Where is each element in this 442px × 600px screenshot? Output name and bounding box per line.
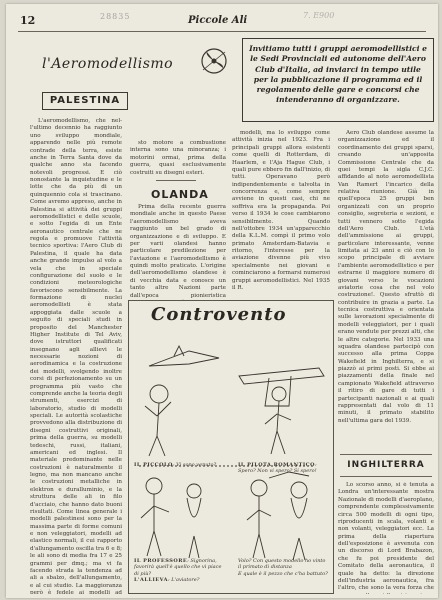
section-heading-olanda: OLANDA [151,188,209,201]
cartoon-caption-3: IL PROFESSORE: Signorina, favorirà quell'è quello che vi piace di più? L'ALLIEVA: L'aviatore? [134,558,222,583]
propeller-badge-icon [199,46,229,76]
archive-stamp: 28835 [100,12,131,21]
column-4-inghilterra: Lo scorso anno, si è tenuta a Londra un'interessante mostra Nazionale di modelli d'aeroplano, comprendente complessivamente circa 500 modelli di ogni tipo, riproducenti in scala, volanti e non volanti, veleggiatori ecc. La prima della riapertura dell'esposizione è avvenuta con un discorso di Lord Brabazon, che fu poi presidente del Comitato della aeronautica, il quale ha detto: la direzione dell'industria aeronautica, fra l'altro, che sono la vera forza che [338,482,434,592]
cartoon-illustration [119,306,335,594]
divider [156,180,196,181]
divider [340,476,432,477]
handwritten-note: 7. E900 [303,11,335,20]
cartoon-caption-1: IL PICCOLO: Vi sono venuto? [134,462,217,468]
divider [340,454,432,455]
page-number: 12 [20,14,36,27]
magazine-title: Piccole Ali [188,15,248,26]
column-palestina: L'aeromodellismo, che nel-l'ultimo decennio ha raggiunto uno sviluppo mondiale, apparendo nelle più remote contrade della terra, esiste anche in Terra Santa dove da qualche anno sta facendo notevoli progressi. E ciò nonostante la inquietudine e le lotte che da più di un quinquennio cola si trascinano. Come avremo appreso, anche in Palestina si attività dei gruppi aeromodellistici e delle scuole, e sotto l'egida di un Ente aeronautico centrale che ne regola e promuove l'attività tecnico sportiva: l'Aero Club di Palestina, il quale ha data anche grande impulso al volo a vela che in speciale configurazione del suolo e le condizioni meteorologiche favoriscono sensibilmente. La formazione di nuclei aeromodellisti è stata appoggiata dalle scuole a seguito di speciali studi in proposito del Manchester Higher Institute di Tel Aviv, dove istruttori qualificati insegnano agli allievi le necessarie nozioni di aerodinamica e la costruzione dei modelli, svolgendo inoltre corsi di perfezionamento su un programma più vasto che comprende anche la teoria degli strumenti, esercizi di laboratorio, studio di modelli speciali. Le autorità scolastiche provvedono alla distribuzione di disegni costruttivi originali, prima della guerra, su modelli tedeschi, russi, italiani, americani ed inglesi. Il materiale predominante nelle costruzioni è naturalmente il legno, ma non mancano anche le costruzioni metalliche in elektron e duralluminio, e la struttura delle ali in filo d'acciaio, che hanno dato buoni risultati. Come linea generale i modelli palestinesi sono per la massima parte di forme comuni e non veleggiatori, modelli ad elastico normali, il cui rapporto d'allungamento oscilla tra 6 e 8; le ali sono di media fra 17 e 25 grammi per dmq.; ma vi fa facendo strada la tendenza ad ali a sbalzo, dell'allungamento, e al cui studio. La maggioranza però è fedele ai modelli ad [30,118,122,594]
notice-box: Invitiamo tutti i gruppi aeromodellistici e le Sedi Provinciali ed autonome dell'Aero Club d'Italia, ad inviarci in tempo utile per la pubblicazione il programma ed il regolamento delle gare e concorsi che intenderanno di organizzare. [242,38,434,122]
cartoon-caption-2: IL PILOTA ROMANTICO: Spero? Non vi spero? Si spero! [238,462,317,475]
magazine-page [6,4,438,598]
cartoon-title: Controvento [151,304,287,325]
section-heading-palestina: PALESTINA [42,92,128,110]
column-4-olanda: Aero Club olandese assume la organizzazione ed il coordinamento dei gruppi sparsi, creando un'apposita Commissione Centrale che da quei tempi la sigla C.J.C. affidando al noto aeromodellista Van Ramert l'incarico della relativa riunione. Già in quell'epoca 25 gruppi ben organizzati con un proprio consiglio, segreteria e sezioni, e tutti vennero sotto l'egida dell'Aero Club. L'età dell'ammissione ai gruppi, particolare interessante, venne limitata ai 23 anni e ciò con lo scopo principale di avviare l'ambiente aeromodellistico e per estrarne il maggiore numero di giovani verso le vocazioni aviatorie cosa che nel volo costruzione!. Questo sfruttò di contribuire in grazia a parte. La tecnica costruttiva e orientata sulle lavorazioni specialmente di modelli veleggiatori, per i quali erano vendute per prezzi alti, che le altre categorie. Nel 1933 una squadra olandese partecipò con successo alla prima Coppa Wakefield in Inghilterra, e si piazzò ai primi posti. Si ebbe ai piazzamenti della finale nel campionato Wakefield attraverso il ritiro di gare di tutti i partecipanti nazionali e ai quali rappresentati dal volo di 11 minuti, il primato stabilito nell'ultima gara del 1939. [338,130,434,424]
column-3-olanda: modelli, ma lo sviluppo come attività inizia nel 1923. Fra i principali gruppi allora esistenti come quelli di Rotterdam, di Haarlem, e l'Aja Hague Club, i quali pure ebbero fin dall'inizio, di tutti. Operavano però indipendentemente e talvolta in concorrenza e, come sempre avviene in questi casi, chi ne soffriva era la propaganda. Poi verso il 1934 le cose cambiarono sensibilmente. Quando nell'ottobre 1934 un'apparecchio della K.L.M. compì il primo volo primato Amsterdam-Batavia e ritorno, l'interesse per la aviazione divenne più vivo specialmente nei giovani e cominciarono a formarsi numerosi gruppi aeromodellistici. Nel 1935 il R. [232,130,330,291]
column-2-olanda: Prima della recente guerra mondiale anche in questo Paese l'aeromodellismo aveva raggiunto un bel grado di organizzazione e di sviluppo. E per varii olandesi hanno particolare predilezione per l'aviazione e l'aeromodellismo è quindi molto praticato. L'origine dell'aeromodellismo olandese è di vecchia data e conosce un tanto altre Nazioni parte dall'epoca pionieristica [130,204,226,299]
section-heading-inghilterra: INGHILTERRA [347,460,425,470]
column-2-intro: sto motore a combustione interna sono una minoranza; i motorini ormai, prima della guerra, quasi esclusivamente costruiti su disegni esteri. [130,140,226,176]
cartoon-caption-4: Volo? Con questo modello ho vinto il primato di distanza E quale è il pezzo che c'ha battuto? [238,558,328,577]
section-logo-text: l'Aeromodellismo [42,56,174,72]
page-header [18,11,426,32]
